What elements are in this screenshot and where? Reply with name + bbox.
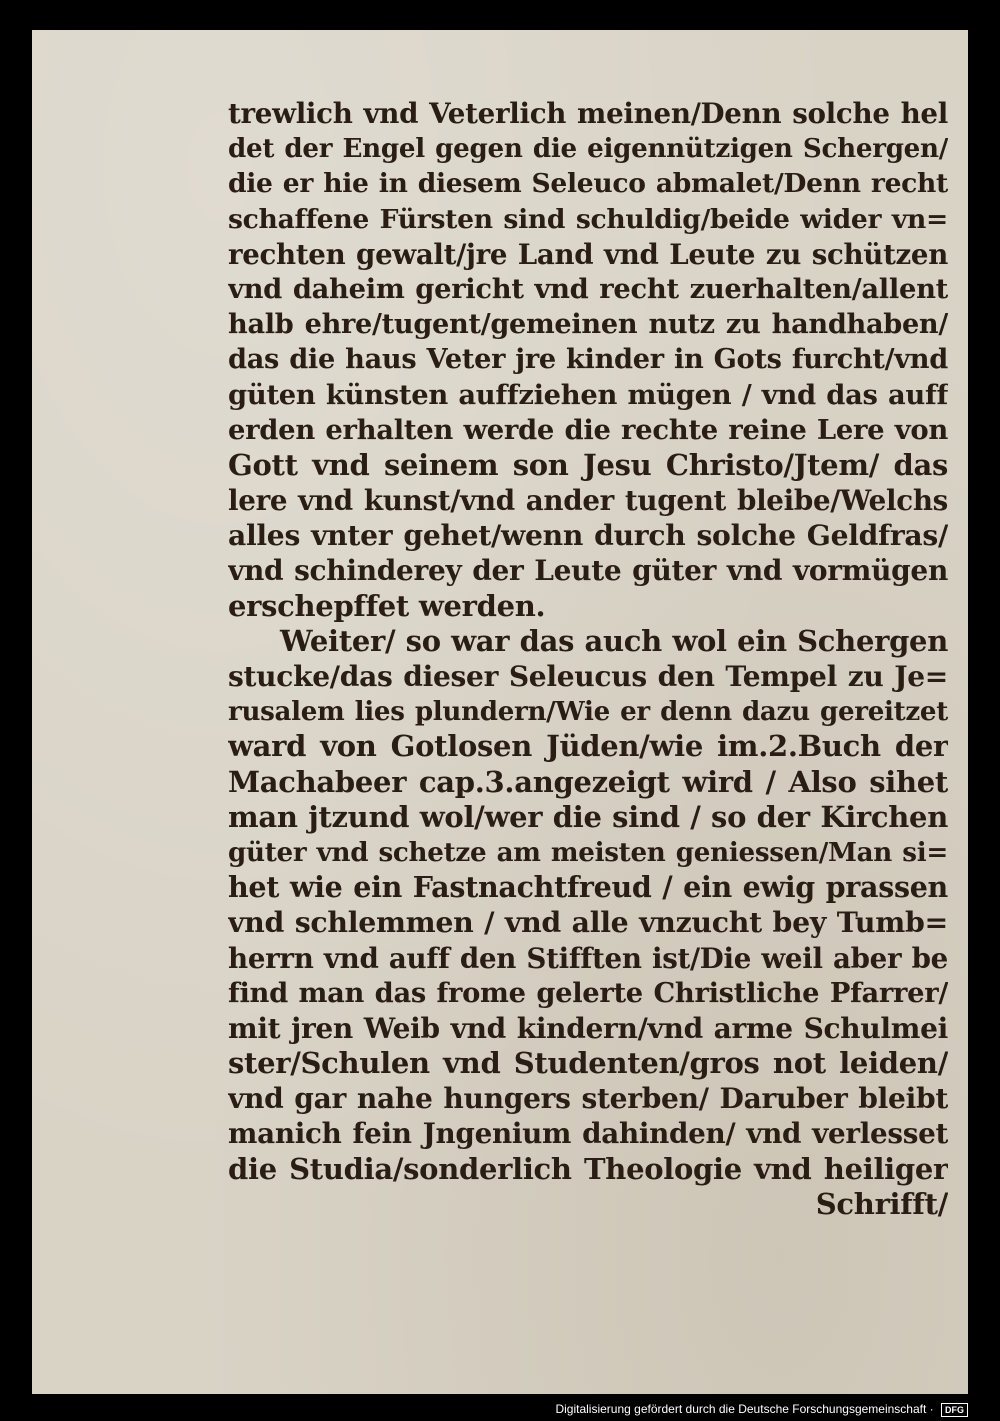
- text-line: die er hie in diesem Seleuco abmalet/Denn recht: [228, 168, 948, 200]
- footer-credit-text: Digitalisierung gefördert durch die Deutsche Forschungsgemeinschaft ·: [555, 1402, 934, 1416]
- text-line: het wie ein Fastnachtfreud / ein ewig prassen: [228, 870, 948, 905]
- text-line: det der Engel gegen die eigennützigen Schergen/: [228, 133, 948, 165]
- text-line: vnd schlemmen / vnd alle vnzucht bey Tumb=: [228, 905, 948, 940]
- text-line: die Studia/sonderlich Theologie vnd heiliger: [228, 1151, 948, 1186]
- page-text: [228, 96, 948, 1222]
- text-line: ward von Gotlosen Jüden/wie im.2.Buch der: [228, 729, 948, 764]
- text-line: rusalem lies plundern/Wie er denn dazu gereitzet: [228, 696, 948, 728]
- text-line: vnd schinderey der Leute güter vnd vormügen: [228, 554, 948, 588]
- text-line: find man das frome gelerte Christliche Pfarrer/: [228, 976, 948, 1009]
- text-line: Machabeer cap.3.angezeigt wird / Also sihet: [228, 764, 948, 799]
- text-line: halb ehre/tugent/gemeinen nutz zu handhaben/: [228, 308, 948, 341]
- text-line: mit jren Weib vnd kindern/vnd arme Schulmei: [228, 1011, 948, 1045]
- text-line: güten künsten auffziehen mügen / vnd das auff: [228, 378, 948, 411]
- text-line: schaffene Fürsten sind schuldig/beide wider vn=: [228, 203, 948, 235]
- text-line: alles vnter gehet/wenn durch solche Geldfras/: [228, 519, 948, 553]
- text-line: erden erhalten werde die rechte reine Lere von: [228, 413, 948, 446]
- text-line: lere vnd kunst/vnd ander tugent bleibe/Welchs: [228, 484, 948, 518]
- text-line: Gott vnd seinem son Jesu Christo/Jtem/ das: [228, 447, 948, 482]
- text-line: das die haus Veter jre kinder in Gots furcht/vnd: [228, 343, 948, 376]
- text-line: güter vnd schetze am meisten geniessen/Man si=: [228, 836, 948, 868]
- show-through-bleed: [80, 118, 200, 238]
- footer-credit: [555, 1401, 968, 1417]
- text-line: ster/Schulen vnd Studenten/gros not leiden/: [228, 1046, 948, 1081]
- text-line: erschepffet werden.: [228, 588, 546, 623]
- text-line: manich fein Jngenium dahinden/ vnd verlesset: [228, 1117, 948, 1151]
- footer-bar: [0, 1398, 1000, 1421]
- book-page: [32, 30, 968, 1394]
- text-line: vnd daheim gericht vnd recht zuerhalten/allent: [228, 272, 948, 305]
- catchword: Schrifft/: [815, 1186, 948, 1221]
- text-line-paragraph-start: Weiter/ so war das auch wol ein Schergen: [280, 623, 948, 658]
- text-line: trewlich vnd Veterlich meinen/Denn solche hel: [228, 97, 948, 130]
- text-line: vnd gar nahe hungers sterben/ Daruber bleibt: [228, 1082, 948, 1116]
- text-line: rechten gewalt/jre Land vnd Leute zu schützen: [228, 237, 948, 271]
- text-line: stucke/das dieser Seleucus den Tempel zu Je=: [228, 660, 948, 693]
- dfg-logo: DFG: [941, 1403, 968, 1417]
- text-line: herrn vnd auff den Stifften ist/Die weil aber be: [228, 941, 948, 975]
- text-line: man jtzund wol/wer die sind / so der Kirchen: [228, 799, 948, 834]
